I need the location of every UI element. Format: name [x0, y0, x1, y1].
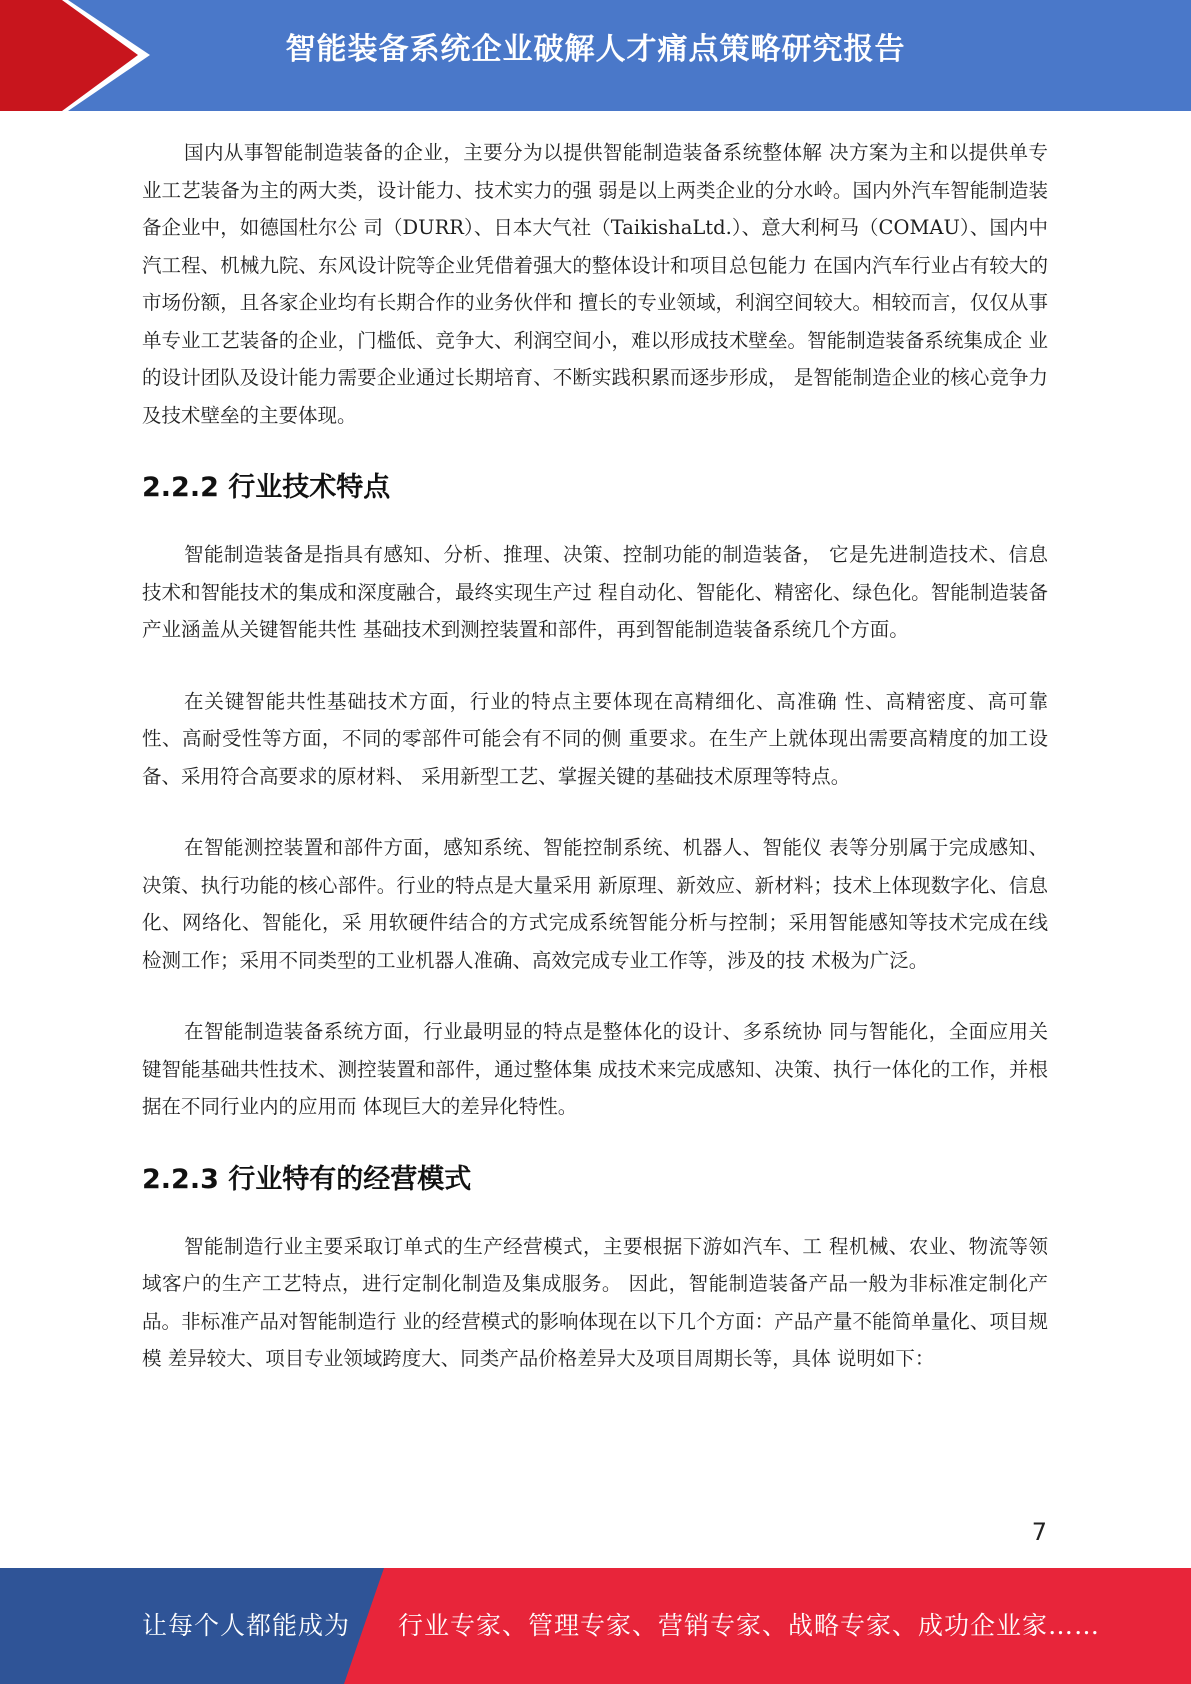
paragraph-business-model: 智能制造行业主要采取订单式的生产经营模式，主要根据下游如汽车、工 程机械、农业、物流等领域客户的生产工艺特点，进行定制化制造及集成服务。 因此，智能制造装备产品一般为非标准定制化产品。非标准产品对智能制造行 业的经营模式的影响体现在以下几个方面：产品产量不能简单量化、项目规模 差异较大、项目专业领域跨度大、同类产品价格差异大及项目周期长等，具体 说明如下： — [142, 1234, 1048, 1370]
document-body — [142, 134, 1048, 1378]
page-number: 7 — [1031, 1518, 1047, 1546]
header-chevron-decoration — [0, 0, 160, 111]
paragraph-system-level: 在智能制造装备系统方面，行业最明显的特点是整体化的设计、多系统协 同与智能化，全面应用关键智能基础共性技术、测控装置和部件，通过整体集 成技术来完成感知、决策、执行一体化的工作，并根据在不同行业内的应用而 体现巨大的差异化特性。 — [142, 1020, 1048, 1118]
report-title: 智能装备系统企业破解人才痛点策略研究报告 — [285, 32, 906, 67]
paragraph-intro: 国内从事智能制造装备的企业，主要分为以提供智能制造装备系统整体解 决方案为主和以提供单专业工艺装备为主的两大类，设计能力、技术实力的强 弱是以上两类企业的分水岭。国内外汽车智能制造装备企业中，如德国杜尔公 司（DURR）、日本大气社（TaikishaLtd.）、意大利柯马（COMAU）、国内中 汽工程、机械九院、东风设计院等企业凭借着强大的整体设计和项目总包能力 在国内汽车行业占有较大的市场份额，且各家企业均有长期合作的业务伙伴和 擅长的专业领域，利润空间较大。相较而言，仅仅从事单专业工艺装备的企业，门槛低、竞争大、利润空间小，难以形成技术壁垒。智能制造装备系统集成企 业的设计团队及设计能力需要企业通过长期培育、不断实践积累而逐步形成， 是智能制造企业的核心竞争力及技术壁垒的主要体现。 — [142, 141, 1048, 427]
paragraph-measurement-control: 在智能测控装置和部件方面，感知系统、智能控制系统、机器人、智能仪 表等分别属于完成感知、决策、执行功能的核心部件。行业的特点是大量采用 新原理、新效应、新材料；技术上体现数字化、信息化、网络化、智能化，采 用软硬件结合的方式完成系统智能分析与控制；采用智能感知等技术完成在线 检测工作；采用不同类型的工业机器人准确、高效完成专业工作等，涉及的技 术极为广泛。 — [142, 836, 1048, 972]
footer-slogan-right: 行业专家、管理专家、营销专家、战略专家、成功企业家…… — [398, 1611, 1101, 1640]
paragraph-basic-technology: 在关键智能共性基础技术方面，行业的特点主要体现在高精细化、高准确 性、高精密度、高可靠性、高耐受性等方面，不同的零部件可能会有不同的侧 重要求。在生产上就体现出需要高精度的加工设备、采用符合高要求的原材料、 采用新型工艺、掌握关键的基础技术原理等特点。 — [142, 689, 1048, 788]
section-heading-2-2-2: 2.2.2 行业技术特点 — [142, 472, 391, 503]
section-heading-2-2-3: 2.2.3 行业特有的经营模式 — [142, 1163, 472, 1195]
page-header-band — [0, 0, 1191, 111]
page-footer-band — [0, 1568, 1191, 1684]
paragraph-tech-definition: 智能制造装备是指具有感知、分析、推理、决策、控制功能的制造装备， 它是先进制造技术、信息技术和智能技术的集成和深度融合，最终实现生产过 程自动化、智能化、精密化、绿色化。智能制造装备产业涵盖从关键智能共性 基础技术到测控装置和部件，再到智能制造装备系统几个方面。 — [142, 543, 1048, 641]
footer-slogan-left: 让每个人都能成为 — [142, 1611, 351, 1640]
